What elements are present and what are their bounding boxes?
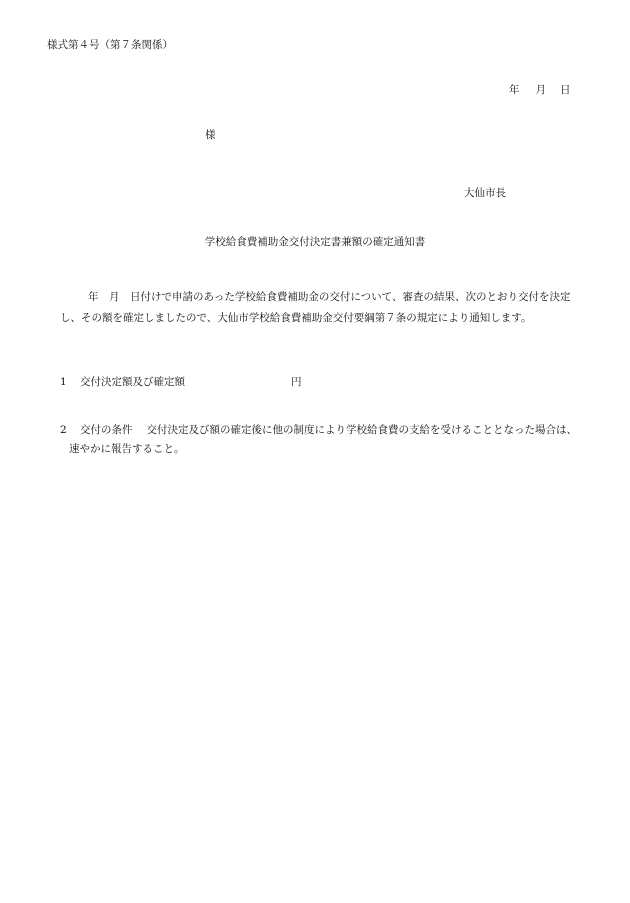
condition-text-line2: 速やかに報告すること。 <box>69 443 185 455</box>
amount-unit: 円 <box>291 376 302 388</box>
notice-body-line1: 年 月 日付けで申請のあった学校給食費補助金の交付について、審査の結果、次のとおり交付を決定 <box>88 291 571 303</box>
condition-text-line1: 交付決定及び額の確定後に他の制度により学校給食費の支給を受けることとなった場合は、 <box>146 424 577 436</box>
form-number: 様式第４号（第７条関係） <box>47 39 173 51</box>
date-day-label: 日 <box>560 84 571 96</box>
item-number: 1 <box>60 376 67 388</box>
date-year-label: 年 <box>509 84 520 96</box>
item-label: 交付決定額及び確定額 <box>80 376 185 388</box>
addressee-honorific: 様 <box>205 129 216 141</box>
item-label: 交付の条件 <box>80 424 133 436</box>
item-number: 2 <box>60 424 67 436</box>
item-grant-amount <box>60 377 302 388</box>
issuer-name: 大仙市長 <box>464 187 506 199</box>
notice-body <box>60 287 590 329</box>
date-month-label: 月 <box>535 84 546 96</box>
issue-date <box>509 85 571 96</box>
document-title: 学校給食費補助金交付決定書兼額の確定通知書 <box>204 236 426 248</box>
item-grant-conditions <box>60 421 600 459</box>
notice-body-line2: し、その額を確定しましたので、大仙市学校給食費補助金交付要綱第７条の規定により通知します。 <box>60 312 532 324</box>
